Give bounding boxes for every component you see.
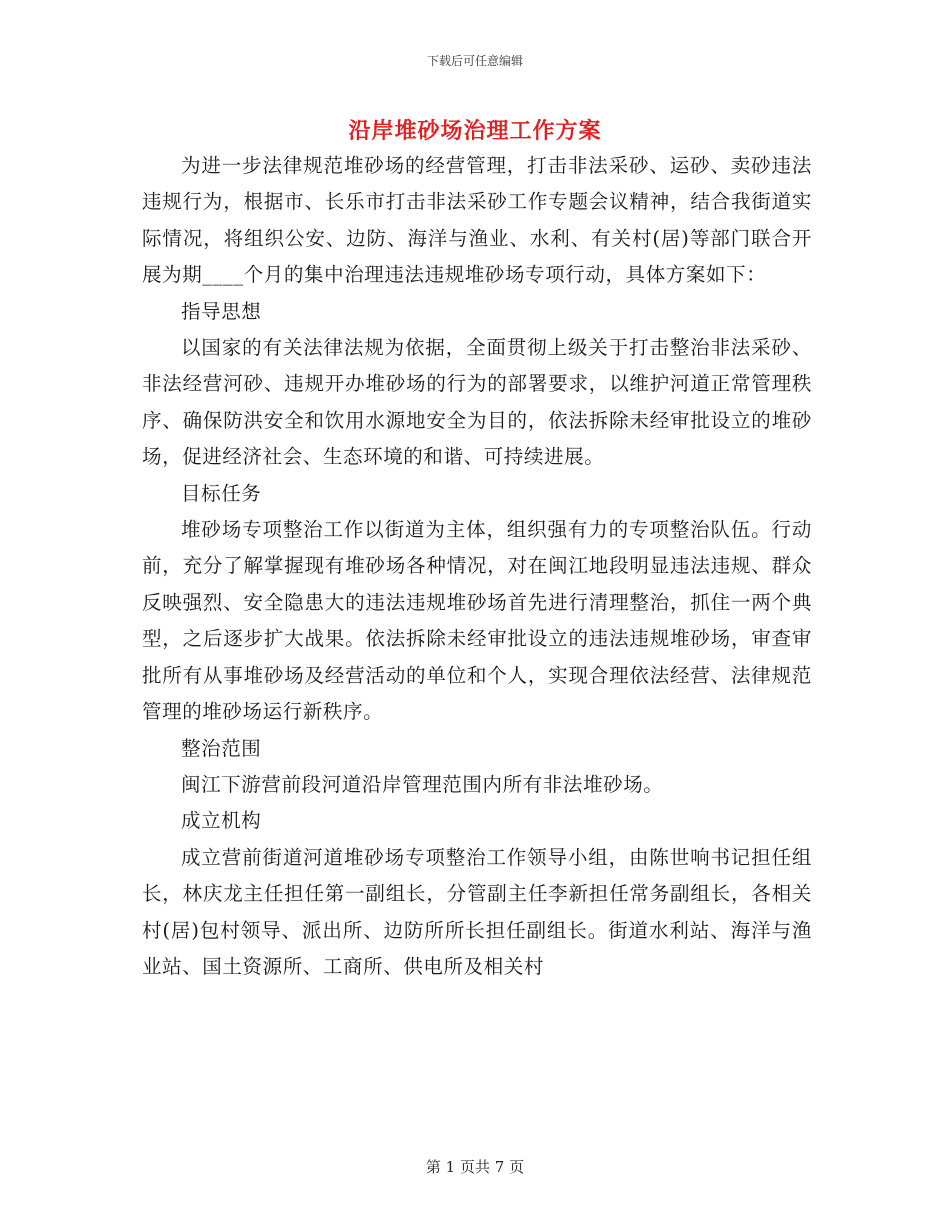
section-heading-guiding-ideology: 指导思想 [181, 299, 262, 323]
section-body-organization: 成立营前街道河道堆砂场专项整治工作领导小组，由陈世响书记担任组长，林庆龙主任担任第一副组长，分管副主任李新担任常务副组长，各相关村(居)包村领导、派出所、边防所所长担任副组长。街道水利站、海洋与渔业站、国土资源所、工商所、供电所及相关村 [142, 845, 812, 978]
section-body-objectives: 堆砂场专项整治工作以街道为主体，组织强有力的专项整治队伍。行动前，充分了解掌握现有堆砂场各种情况，对在闽江地段明显违法违规、群众反映强烈、安全隐患大的违法违规堆砂场首先进行清理整治，抓住一两个典型，之后逐步扩大战果。依法拆除未经审批设立的违法违规堆砂场，审查审批所有从事堆砂场及经营活动的单位和个人，实现合理依法经营、法律规范管理的堆砂场运行新秩序。 [142, 518, 812, 724]
section-body-guiding-ideology: 以国家的有关法律法规为依据，全面贯彻上级关于打击整治非法采砂、非法经营河砂、违规开办堆砂场的行为的部署要求，以维护河道正常管理秩序、确保防洪安全和饮用水源地安全为目的，依法拆除未经审批设立的堆砂场，促进经济社会、生态环境的和谐、可持续进展。 [142, 336, 812, 469]
section-heading-organization: 成立机构 [181, 809, 262, 833]
section-body-scope: 闽江下游营前段河道沿岸管理范围内所有非法堆砂场。 [181, 772, 664, 796]
document-title: 沿岸堆砂场治理工作方案 [348, 118, 602, 144]
header-note: 下载后可任意编辑 [426, 54, 523, 68]
document-body [142, 148, 812, 985]
intro-paragraph: 为进一步法律规范堆砂场的经营管理，打击非法采砂、运砂、卖砂违法违规行为，根据市、长乐市打击非法采砂工作专题会议精神，结合我街道实际情况，将组织公安、边防、海洋与渔业、水利、有关村(居)等部门联合开展为期____个月的集中治理违法违规堆砂场专项行动，具体方案如下： [142, 154, 812, 287]
section-heading-scope: 整治范围 [181, 736, 262, 760]
page-footer: 第 1 页共 7 页 [425, 1158, 525, 1176]
section-heading-objectives: 目标任务 [181, 481, 262, 505]
